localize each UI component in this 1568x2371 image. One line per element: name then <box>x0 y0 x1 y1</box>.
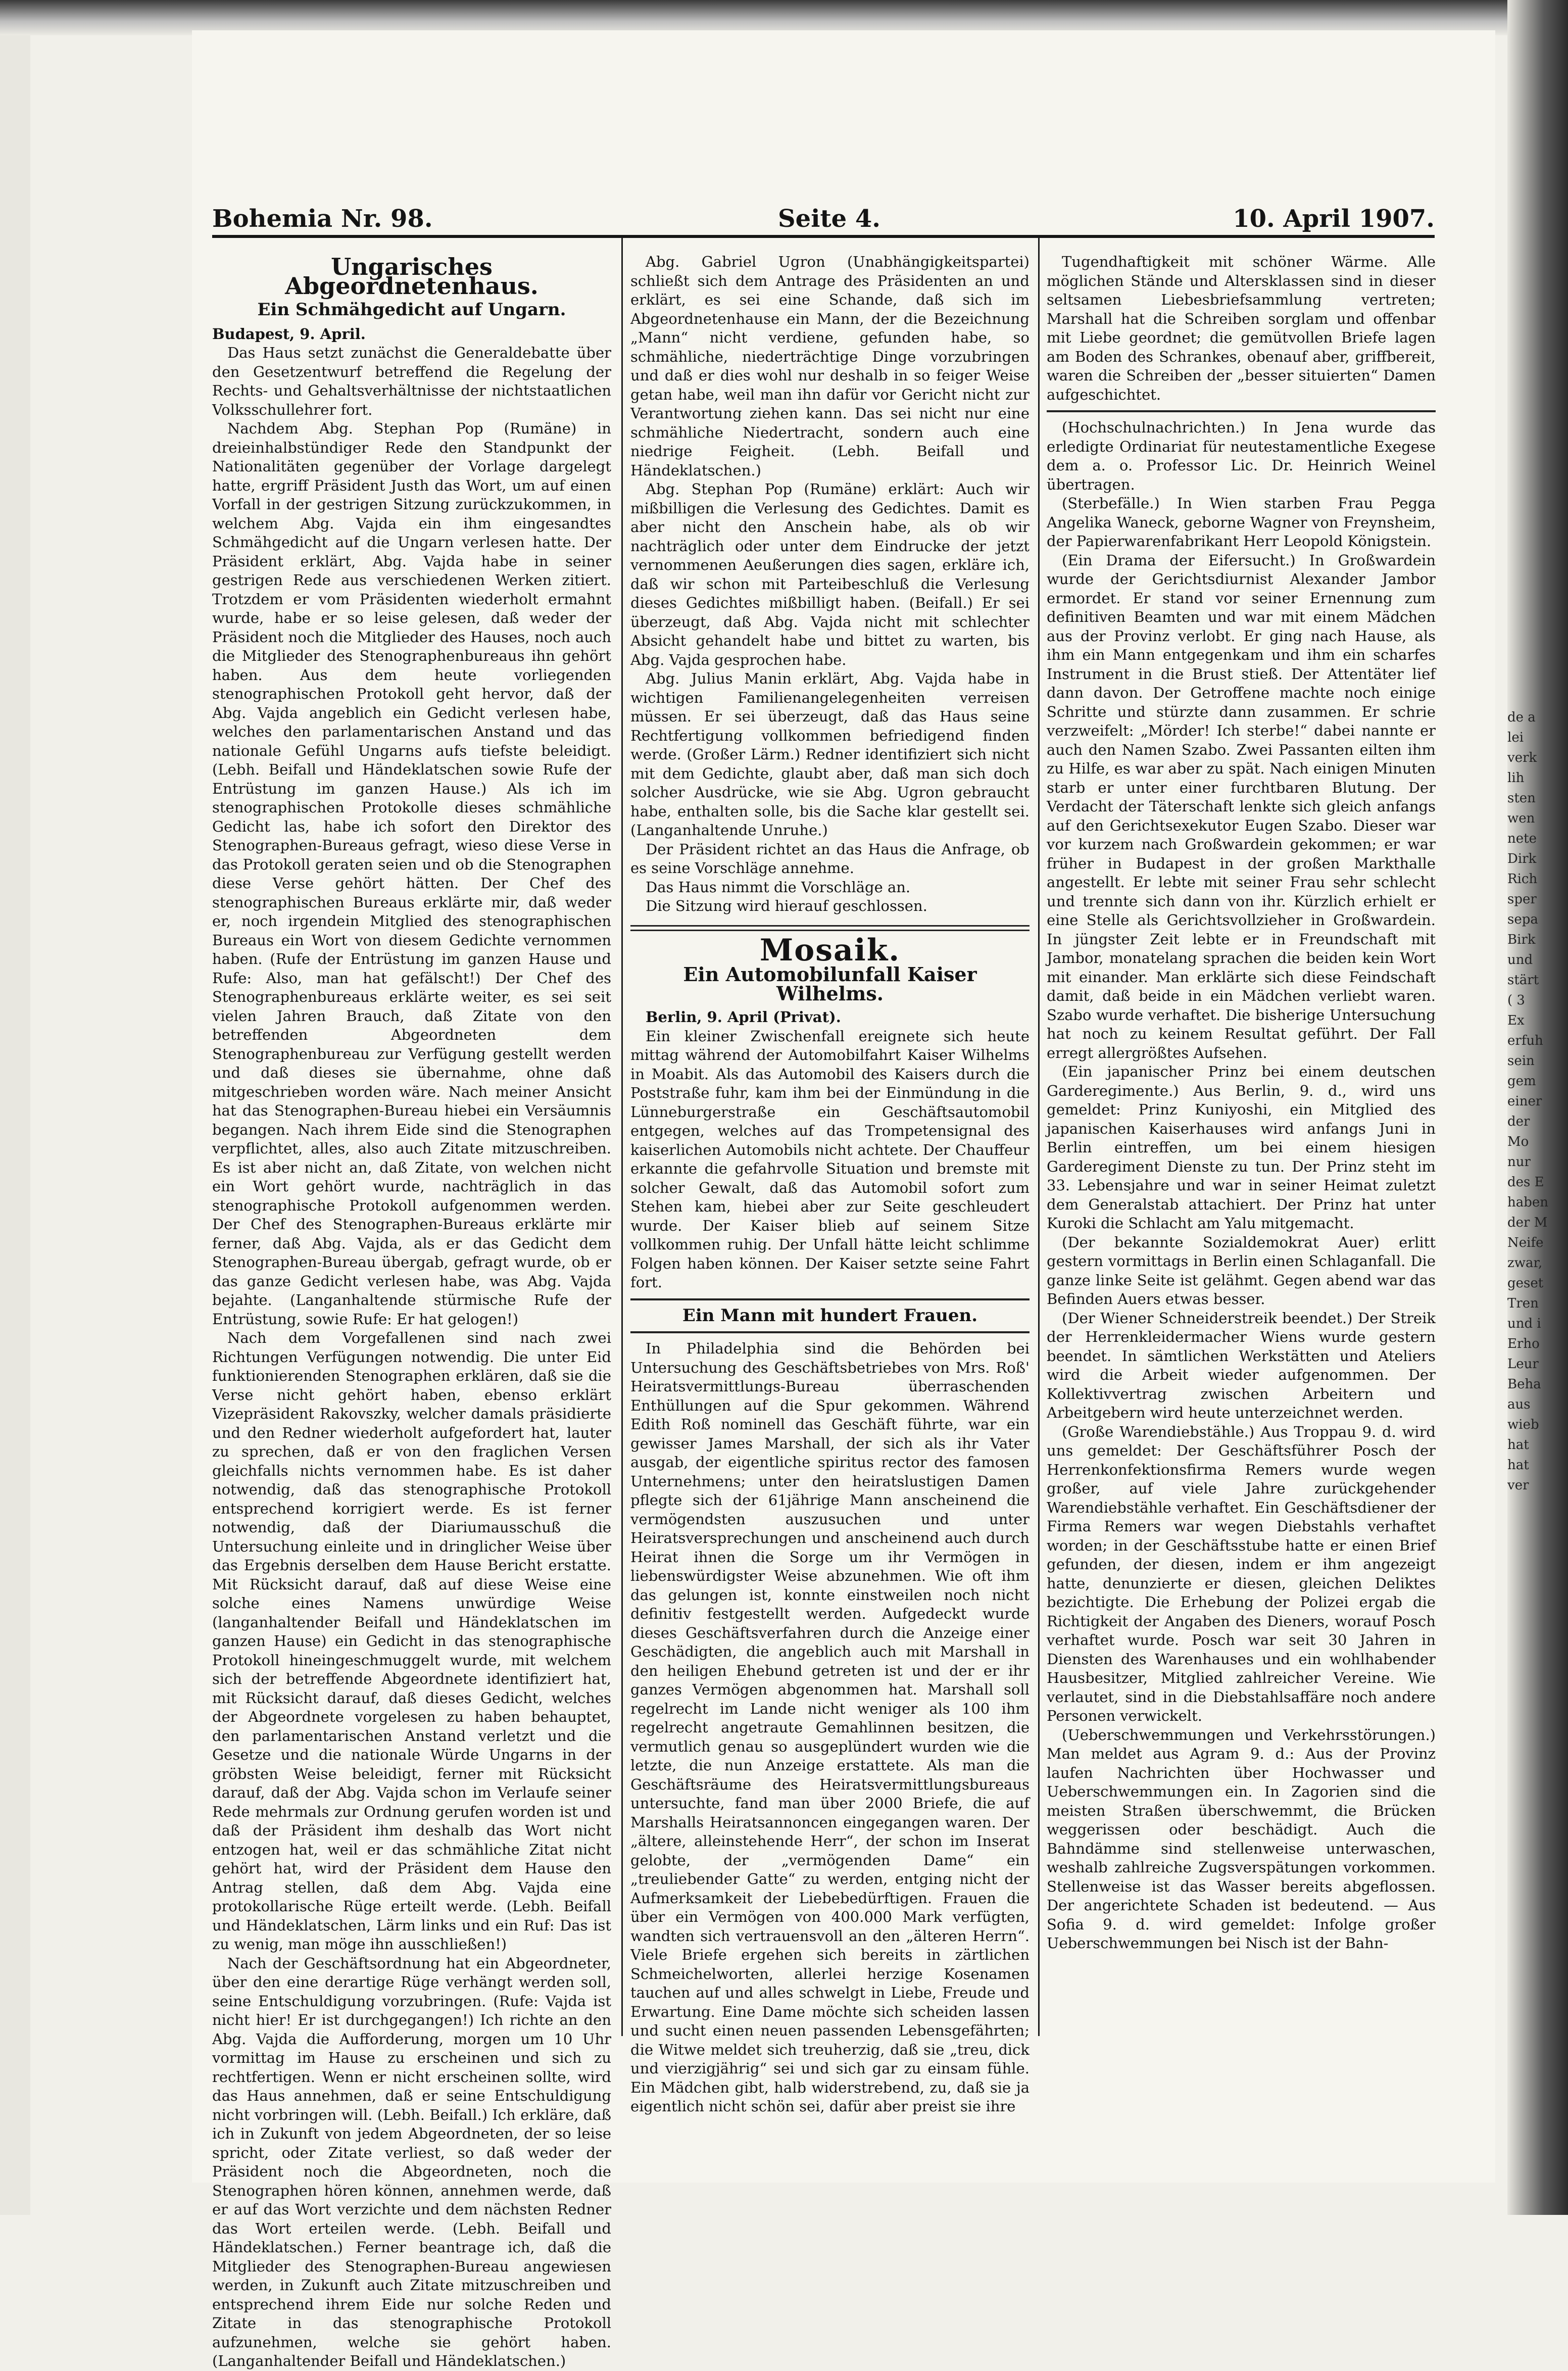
paragraph: Abg. Stephan Pop (Rumäne) erklärt: Auch wir mißbilligen die Verlesung des Gedichtes. Damit es aber nicht den Anschein habe, als ob wir nachträglich oder unter dem Eindrucke der jetzt vernommenen Aeußerungen dies sagen, erkläre ich, daß wir schon mit Parteibeschluß die Verlesung dieses Gedichtes mißbilligt haben. (Beifall.) Er sei überzeugt, daß Abg. Vajda nicht mit schlechter Absicht gehandelt habe und bittet zu warten, bis Abg. Vajda gesprochen habe. <box>630 480 1030 668</box>
column-2 <box>630 253 1030 2116</box>
paragraph: Der Präsident richtet an das Haus die Anfrage, ob es seine Vorschläge annehme. <box>630 840 1030 877</box>
paragraph: Abg. Gabriel Ugron (Unabhängigkeitspartei) schließt sich dem Antrage des Präsidenten an und erklärt, es sei eine Schande, daß sich im Abgeordnetenhause ein Mann, der die Bezeichnung „Mann“ nicht verdiene, gefunden habe, so schmähliche, niederträchtige Dinge vorzubringen und daß er dies wohl nur deshalb in so feiger Weise getan habe, weil man ihn dafür vor Gericht nicht zur Verantwortung ziehen kann. Das sei nicht nur eine schmähliche Niedertracht, sondern auch eine niedrige Feigheit. (Lebh. Beifall und Händeklatschen.) <box>630 253 1030 479</box>
header-date: 10. April 1907. <box>1233 205 1435 233</box>
column-3 <box>1047 253 1436 1953</box>
scan-left-margin <box>0 0 30 2215</box>
article-title: Ein Automobilunfall Kaiser Wilhelms. <box>683 963 977 1005</box>
paragraph: Das Haus nimmt die Vorschläge an. <box>646 878 911 896</box>
next-page-bleed-text: de a lei verk lih sten wen nete Dirk Rich sper sepa Birk und stärt ( 3 Ex erfuh sein gem einer der Mo nur des E haben der M Neife zwar, geset Tren und i Erho Leur Beha aus wieb hat hat ver <box>1507 710 1549 1493</box>
paragraph: Nach der Geschäftsordnung hat ein Abgeordneter, über den eine derartige Rüge verhängt werden soll, seine Entschuldigung vorzubringen. (Rufe: Vajda ist nicht hier! Er ist durchgegangen!) Ich richte an den Abg. Vajda die Aufforderung, morgen um 10 Uhr vormittag im Hause zu erscheinen und sich zu rechtfertigen. Wenn er nicht erscheinen sollte, wird das Haus annehmen, daß er seine Entschuldigung nicht vorbringen will. (Lebh. Beifall.) Ich erkläre, daß ich in Zukunft von jedem Abgeordneten, der so leise spricht, oder Zitate verliest, so daß weder der Präsident noch die Abgeordneten, noch die Stenographen hören können, annehmen werde, daß er auf das Wort verzichte und dem nächsten Redner das Wort erteilen werde. (Lebh. Beifall und Händeklatschen.) Ferner beantrage ich, daß die Mitglieder des Stenographen-Bureau angewiesen werden, in Zukunft auch Zitate mitzuschreiben und entsprechend ihrem Eide nur solche Reden und Zitate in das stenographische Protokoll aufzunehmen, welche sie gehört haben. (Langanhaltender Beifall und Händeklatschen.) <box>212 1954 611 2369</box>
article-divider <box>630 1298 1030 1300</box>
section-divider <box>630 925 1030 931</box>
article-divider <box>630 1331 1030 1333</box>
header-issue: Bohemia Nr. 98. <box>212 205 433 233</box>
article-dateline: Budapest, 9. April. <box>212 325 366 343</box>
paragraph: Ein kleiner Zwischenfall ereignete sich heute mittag während der Automobilfahrt Kaiser Wilhelms in Moabit. Als das Automobil des Kaisers durch die Poststraße fuhr, kam ihm bei der Einmündung in die Lünneburgerstraße ein Geschäftsautomobil entgegen, welches auf das Trompetensignal des kaiserlichen Automobils nicht achtete. Der Chauffeur erkannte die gefahrvolle Situation und bremste mit solcher Gewalt, daß das Automobil sofort zum Stehen kam, hiebei aber zur Seite geschleudert wurde. Der Kaiser blieb auf seinem Sitze vollkommen ruhig. Der Unfall hätte leicht schlimme Folgen haben können. Der Kaiser setzte seine Fahrt fort. <box>630 1027 1030 1291</box>
column-divider-2 <box>1038 237 1040 2036</box>
page-header <box>212 200 1435 238</box>
paragraph: (Sterbefälle.) In Wien starben Frau Pegga Angelika Waneck, geborne Wagner von Freynsheim, der Papierwarenfabrikant Herr Leopold Königstein. <box>1047 495 1436 550</box>
paragraph: (Der bekannte Sozialdemokrat Auer) erlitt gestern vormittags in Berlin einen Schlaganfall. Die ganze linke Seite ist gelähmt. Gegen abend war das Befinden Auers etwas besser. <box>1047 1233 1436 1308</box>
paragraph: Tugendhaftigkeit mit schöner Wärme. Alle möglichen Stände und Altersklassen sind in dieser seltsamen Liebesbriefsammlung vertreten; Marshall hat die Schreiben sorglam und offenbar mit Liebe geordnet; die gemütvollen Briefe lagen am Boden des Schrankes, obenauf aber, griffbereit, waren die Schreiben der „besser situierten“ Damen aufgeschichtet. <box>1047 253 1436 403</box>
paragraph: Abg. Julius Manin erklärt, Abg. Vajda habe in wichtigen Familienangelegenheiten verreisen müssen. Er sei überzeugt, daß das Haus seine Rechtfertigung vollkommen befriedigend finden werde. (Großer Lärm.) Redner identifiziert sich nicht mit dem Gedichte, glaubt aber, daß man sich doch solcher Ausdrücke, wie sie Abg. Ugron gebraucht habe, enthalten solle, bis die Sache klar gestellt sei. (Langanhaltende Unruhe.) <box>630 670 1030 839</box>
section-title: Mosaik. <box>759 932 901 968</box>
article-title: Ungarisches Abgeordnetenhaus. <box>285 253 538 300</box>
header-page-number: Seite 4. <box>778 205 880 233</box>
paragraph: In Philadelphia sind die Behörden bei Untersuchung des Geschäftsbetriebes von Mrs. Roß' Heiratsvermittlungs-Bureau überraschenden Enthüllungen auf die Spur gekommen. Während Edith Roß nominell das Geschäft führte, war ein gewisser James Marshall, der sich als ihr Vater ausgab, der eigentliche spiritus rector des famosen Unternehmens; unter den heiratslustigen Damen pflegte sich der 61jährige Mann anscheinend die vermögendsten auszusuchen und unter Heiratsversprechungen und anscheinend auch durch Heirat ihnen die Sorge um ihr Vermögen in liebenswürdigster Weise abzunehmen. Wie oft ihm das gelungen ist, konnte einstweilen noch nicht definitiv festgestellt werden. Aufgedeckt wurde dieses Geschäftsverfahren durch die Anzeige einer Geschädigten, die angeblich auch mit Marshall in den heiligen Ehebund getreten ist und der er ihr ganzes Vermögen abgenommen hat. Marshall soll regelrecht im Lande nicht weniger als 100 ihm regelrecht angetraute Gemahlinnen besitzen, die vermutlich genau so ausgeplündert wurden wie die letzte, die nun Anzeige erstattete. Als man die Geschäftsräume des Heiratsvermittlungsbureaus untersuchte, fand man über 2000 Briefe, die auf Marshalls Heiratsannoncen eingegangen waren. Der „ältere, alleinstehende Herr“, der schon im Inserat gelobte, der „vermögenden Dame“ ein „treuliebender Gatte“ zu werden, entging nicht der Aufmerksamkeit der Liebebedürftigen. Frauen die über ein Vermögen von 400.000 Mark verfügten, wandten sich vertrauensvoll an den „älteren Herrn“. Viele Briefe ergehen sich bereits in zärtlichen Schmeichelworten, allerlei herzige Kosenamen tauchen auf und alles schwelgt in Liebe, Freude und Erwartung. Eine Dame möchte sich scheiden lassen und sucht einen neuen passenden Lebensgefährten; die Witwe meldet sich treuherzig, daß sie „treu, dick und vierzigjährig“ sei und sich gar zu einsam fühle. Ein Mädchen gibt, halb widerstrebend, zu, daß sie ja eigentlich nicht schön sei, dafür aber preist sie ihre <box>630 1340 1030 2115</box>
paragraph: (Der Wiener Schneiderstreik beendet.) Der Streik der Herrenkleidermacher Wiens wurde gestern beendet. In sämtlichen Werkstätten und Ateliers wird die Arbeit wieder aufgenommen. Der Kollektivvertrag zwischen Arbeitern und Arbeitgebern wird heute unterzeichnet werden. <box>1047 1309 1436 1421</box>
paragraph: (Große Warendiebstähle.) Aus Troppau 9. d. wird uns gemeldet: Der Geschäftsführer Posch der Herrenkonfektionsfirma Remers wurde wegen großer, auf viele Jahre zurückgehender Warendiebstähle verhaftet. Ein Geschäftsdiener der Firma Remers war wegen Diebstahls verhaftet worden; in der Geschäftsstube hatte er einen Brief gefunden, der diesen, indem er ihm angezeigt hatte, denunzierte er diesen, gleichen Deliktes bezichtigte. Die Erhebung der Polizei ergab die Richtigkeit der Angaben des Dieners, worauf Posch verhaftet wurde. Posch war seit 30 Jahren in Diensten des Warenhauses und ein wohlhabender Hausbesitzer, Mitglied zahlreicher Vereine. Wie verlautet, sind in die Diebstahlsaffäre noch andere Personen verwickelt. <box>1047 1423 1436 1724</box>
article-divider <box>1047 410 1436 412</box>
paragraph: Nachdem Abg. Stephan Pop (Rumäne) in dreieinhalbstündiger Rede den Standpunkt der Nationalitäten gegenüber der Vorlage dargelegt hatte, ergriff Präsident Justh das Wort, um auf einen Vorfall in der gestrigen Sitzung zurückzukommen, in welchem Abg. Vajda ein ihm eingesandtes Schmähgedicht auf die Ungarn verlesen hatte. Der Präsident erklärt, Abg. Vajda habe in seiner gestrigen Rede aus verschiedenen Werken zitiert. Trotzdem er vom Präsidenten wiederholt ermahnt wurde, habe er so leise gelesen, daß weder der Präsident noch die Mitglieder des Hauses, noch auch die Mitglieder des Stenographenbureaus ihn gehört haben. Aus dem heute vorliegenden stenographischen Protokoll geht hervor, daß der Abg. Vajda angeblich ein Gedicht verlesen habe, welches den parlamentarischen Anstand und das nationale Gefühl Ungarns aufs tiefste beleidigt. (Lebh. Beifall und Händeklatschen sowie Rufe der Entrüstung im ganzen Hause.) Als ich im stenographischen Protokolle dieses schmähliche Gedicht las, habe ich sofort den Direktor des Stenographen-Bureaus gefragt, wieso diese Verse in das Protokoll geraten seien und ob die Stenographen diese Verse gehört hätten. Der Chef des stenographischen Bureaus erklärte mir, daß weder er, noch irgendein Mitglied des stenographischen Bureaus ein Wort von diesem Gedichte vernommen haben. (Rufe der Entrüstung im ganzen Hause und Rufe: Also, man hat gefälscht!) Der Chef des Stenographenbureaus erklärte weiter, es sei seit vielen Jahren Brauch, daß Zitate von den betreffenden Abgeordneten dem Stenographenbureau zur Verfügung gestellt werden und daß dieses sie übernahme, ohne daß mitgeschrieben worden wäre. Nach meiner Ansicht hat das Stenographen-Bureau hiebei ein Versäumnis begangen. Nach ihrem Eide sind die Stenographen verpflichtet, alles, also auch Zitate mitzuschreiben. Es ist aber nicht an, daß Zitate, von welchen nicht ein Wort gehört wurde, nachträglich in das stenographische Protokoll aufgenommen werden. Der Chef des Stenographen-Bureaus erklärte mir ferner, daß Abg. Vajda, als er das Gedicht dem Stenographen-Bureau übergab, gefragt wurde, ob er das ganze Gedicht verlesen habe, was Abg. Vajda bejahte. (Langanhaltende stürmische Rufe der Entrüstung, sowie Rufe: Er hat gelogen!) <box>212 420 611 1328</box>
paragraph: Nach dem Vorgefallenen sind nach zwei Richtungen Verfügungen notwendig. Die unter Eid funktionierenden Stenographen erklären, daß sie die Verse nicht gehört haben, ebenso erklärt Vizepräsident Rakovszky, welcher damals präsidierte und den Redner wiederholt aufgefordert hat, lauter zu sprechen, daß er von den fraglichen Versen gleichfalls nichts vernommen habe. Es ist daher notwendig, daß das stenographische Protokoll entsprechend korrigiert werde. Es ist ferner notwendig, daß der Diariumausschuß die Untersuchung einleite und in dringlicher Weise über das Ergebnis derselben dem Hause Bericht erstatte. Mit Rücksicht darauf, daß auf diese Weise eine solche eines Namens unwürdige Weise (langanhaltender Beifall und Händeklatschen im ganzen Hause) ein Gedicht in das stenographische Protokoll hineingeschmuggelt wurde, mit welchem sich der betreffende Abgeordnete identifiziert hat, mit Rücksicht darauf, daß dieses Gedicht, welches der Abgeordnete vorgelesen zu haben behauptet, den parlamentarischen Anstand verletzt und die Gesetze und die nationale Würde Ungarns in der gröbsten Weise beleidigt, ferner mit Rücksicht darauf, daß der Abg. Vajda schon im Verlaufe seiner Rede mehrmals zur Ordnung gerufen worden ist und daß der Präsident ihm deshalb das Wort nicht entzogen hat, weil er das schmähliche Zitat nicht gehört hat, wird der Präsident dem Hause den Antrag stellen, daß dem Abg. Vajda eine protokollarische Rüge erteilt werde. (Lebh. Beifall und Händeklatschen, Lärm links und ein Ruf: Das ist zu wenig, man möge ihn ausschließen!) <box>212 1329 611 1953</box>
paragraph: (Ein Drama der Eifersucht.) In Großwardein wurde der Gerichtsdiurnist Alexander Jambor ermordet. Er stand vor seiner Ernennung zum definitiven Beamten und war mit einem Mädchen aus der Provinz verlobt. Er ging nach Hause, als ihm ein Mann entgegenkam und ihm ein scharfes Instrument in die Brust stieß. Der Attentäter lief dann davon. Der Getroffene machte noch einige Schritte und stürzte dann zusammen. Er schrie verzweifelt: „Mörder! Ich sterbe!“ dabei nannte er auch den Namen Szabo. Zwei Passanten eilten ihm zu Hilfe, es war aber zu spät. Nach einigen Minuten starb er unter einer furchtbaren Blutung. Der Verdacht der Täterschaft lenkte sich gleich anfangs auf den Gerichtsexekutor Eugen Szabo. Dieser war vor kurzem nach Großwardein gekommen; er war früher in Budapest in der großen Markthalle angestellt. Er lebte mit seiner Frau sehr schlecht und trennte sich dann von ihr. Kürzlich erhielt er eine Stelle als Gerichtsvollzieher in Großwardein. In jüngster Zeit lebte er in Freundschaft mit Jambor, monatelang sprachen die beiden kein Wort mit einander. Man erklärte sich diese Feindschaft damit, daß beide in ein Mädchen verliebt waren. Szabo wurde verhaftet. Die bisherige Untersuchung hat noch zu keinem Resultat geführt. Der Fall erregt allergrößtes Aufsehen. <box>1047 551 1436 1061</box>
paragraph: (Ein japanischer Prinz bei einem deutschen Garderegimente.) Aus Berlin, 9. d., wird uns gemeldet: Prinz Kuniyoshi, ein Mitglied des japanischen Kaiserhauses wird anfangs Juni in Berlin eintreffen, um bei einem hiesigen Garderegiment Dienste zu tun. Der Prinz steht im 33. Lebensjahre und war in seiner Heimat zuletzt dem Generalstab attachiert. Der Prinz hat unter Kuroki die Schlacht am Yalu mitgemacht. <box>1047 1063 1436 1232</box>
paragraph: Das Haus setzt zunächst die Generaldebatte über den Gesetzentwurf betreffend die Regelung der Rechts- und Gehaltsverhältnisse der nichtstaatlichen Volksschullehrer fort. <box>212 344 611 418</box>
article-dateline: Berlin, 9. April (Privat). <box>646 1008 841 1026</box>
column-1 <box>212 253 611 2371</box>
article-title: Ein Mann mit hundert Frauen. <box>682 1305 978 1326</box>
article-subtitle: Ein Schmähgedicht auf Ungarn. <box>257 300 566 320</box>
column-divider-1 <box>621 237 623 2036</box>
paragraph: (Ueberschwemmungen und Verkehrsstörungen.) Man meldet aus Agram 9. d.: Aus der Provinz laufen Nachrichten über Hochwasser und Ueberschwemmungen ein. In Zagorien sind die meisten Straßen überschwemmt, die Brücken weggerissen oder beschädigt. Auch die Bahndämme sind stellenweise unterwaschen, weshalb zahlreiche Zugsverspätungen vorkommen. Stellenweise ist das Wasser bereits abgeflossen. Der angerichtete Schaden ist bedeutend. — Aus Sofia 9. d. wird gemeldet: Infolge großer Ueberschwemmungen bei Nisch ist der Bahn- <box>1047 1726 1436 1952</box>
paragraph: Die Sitzung wird hierauf geschlossen. <box>646 897 927 914</box>
paragraph: (Hochschulnachrichten.) In Jena wurde das erledigte Ordinariat für neutestamentliche Exegese dem a. o. Professor Lic. Dr. Heinrich Weinel übertragen. <box>1047 419 1436 493</box>
